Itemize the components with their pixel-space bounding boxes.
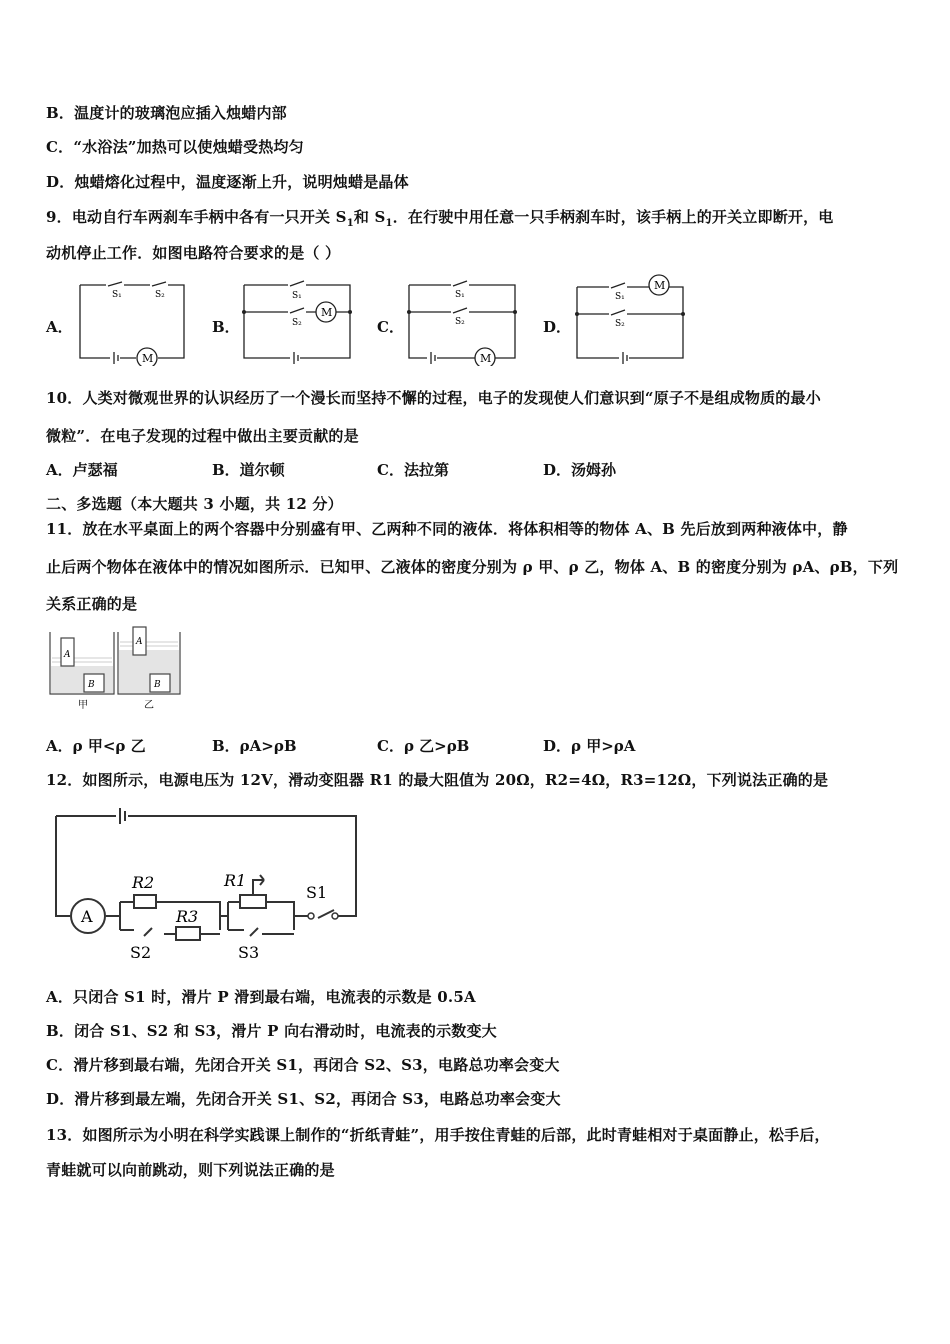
q10-option-a: A．卢瑟福 (46, 461, 118, 479)
motor-symbol: M (480, 352, 492, 365)
q12-option-a: A．只闭合 S1 时，滑片 P 滑到最右端，电流表的示数是 0.5A (46, 988, 476, 1006)
rheostat-label-r1: R1 (224, 871, 247, 890)
switch-label: S₂ (292, 318, 302, 328)
section-heading: 二、多选题（本大题共 3 小题，共 12 分） (46, 495, 343, 513)
q12-option-c: C．滑片移到最右端，先闭合开关 S1，再闭合 S2、S3，电路总功率会变大 (46, 1056, 560, 1074)
q12-option-d: D．滑片移到最左端，先闭合开关 S1、S2，再闭合 S3，电路总功率会变大 (46, 1090, 561, 1108)
motor-symbol: M (654, 279, 666, 292)
motor-symbol: M (321, 306, 333, 319)
q11-option-c: C．ρ 乙>ρB (377, 737, 470, 755)
q11-stem-line1: 11．放在水平桌面上的两个容器中分别盛有甲、乙两种不同的液体．将体积相等的物体 A、B 先后放到两种液体中，静 (46, 520, 848, 538)
resistor-label-r3: R3 (176, 907, 199, 926)
q9-option-c-label: C． (377, 318, 404, 336)
q8-option-b: B．温度计的玻璃泡应插入烛蜡内部 (46, 104, 287, 122)
q10-option-b: B．道尔顿 (212, 461, 285, 479)
q12-option-b: B．闭合 S1、S2 和 S3，滑片 P 向右滑动时，电流表的示数变大 (46, 1022, 497, 1040)
switch-label: S₂ (455, 317, 465, 327)
q9-circuit-a (72, 280, 190, 366)
container-label: 甲 (78, 700, 88, 711)
q11-option-a: A．ρ 甲<ρ 乙 (46, 737, 146, 755)
q10-option-c: C．法拉第 (377, 461, 449, 479)
switch-label-s3: S3 (238, 943, 260, 962)
q10-stem-line2: 微粒”．在电子发现的过程中做出主要贡献的是 (46, 427, 359, 445)
q12-circuit-figure (48, 806, 364, 966)
motor-symbol: M (142, 352, 154, 365)
switch-label: S₂ (615, 319, 625, 329)
switch-label: S₁ (615, 292, 625, 302)
object-label: A (64, 650, 71, 660)
q11-stem-line2: 止后两个物体在液体中的情况如图所示．已知甲、乙液体的密度分别为 ρ 甲、ρ 乙，物体 A、B 的密度分别为 ρA、ρB，下列 (46, 558, 899, 576)
q13-stem-line1: 13．如图所示为小明在科学实践课上制作的“折纸青蛙”，用手按住青蛙的后部，此时青蛙相对于桌面静止，松手后， (46, 1126, 830, 1144)
q10-stem-line1: 10．人类对微观世界的认识经历了一个漫长而坚持不懈的过程，电子的发现使人们意识到“原子不是组成物质的最小 (46, 389, 821, 407)
object-label: A (136, 637, 143, 647)
switch-label: S₁ (455, 290, 465, 300)
q9-option-a-label: A． (46, 318, 73, 336)
q9-stem-line2: 动机停止工作．如图电路符合要求的是（ ） (46, 244, 341, 262)
q11-option-d: D．ρ 甲>ρA (543, 737, 636, 755)
q8-option-c: C．“水浴法”加热可以使烛蜡受热均匀 (46, 138, 304, 156)
object-label: B (154, 680, 161, 690)
q13-stem-line2: 青蛙就可以向前跳动，则下列说法正确的是 (46, 1161, 335, 1179)
q11-containers-figure (46, 624, 184, 712)
q9-circuit-c (403, 280, 521, 366)
switch-label-s2: S2 (130, 943, 152, 962)
switch-label: S₁ (112, 290, 122, 300)
object-label: B (88, 680, 95, 690)
q9-option-d-label: D． (543, 318, 572, 336)
switch-label: S₂ (155, 290, 165, 300)
q9-option-b-label: B． (212, 318, 240, 336)
q11-stem-line3: 关系正确的是 (46, 595, 138, 613)
q8-option-d: D．烛蜡熔化过程中，温度逐渐上升，说明烛蜡是晶体 (46, 173, 409, 191)
q12-stem: 12．如图所示，电源电压为 12V，滑动变阻器 R1 的最大阻值为 20Ω，R2=4Ω，R3=12Ω，下列说法正确的是 (46, 771, 829, 789)
container-label: 乙 (144, 700, 154, 711)
q10-option-d: D．汤姆孙 (543, 461, 617, 479)
q9-circuit-d (569, 274, 689, 366)
ammeter-symbol: A (81, 907, 93, 926)
resistor-label-r2: R2 (132, 873, 155, 892)
switch-label-s1: S1 (306, 883, 328, 902)
q9-circuit-b (238, 278, 356, 366)
q9-stem-line1: 9．电动自行车两刹车手柄中各有一只开关 $S_1$和 $S_1$．在行驶中用任意一只手柄刹车时，该手柄上的开关立即断开，电 (46, 208, 834, 229)
switch-label: S₁ (292, 291, 302, 301)
q11-option-b: B．ρA>ρB (212, 737, 297, 755)
